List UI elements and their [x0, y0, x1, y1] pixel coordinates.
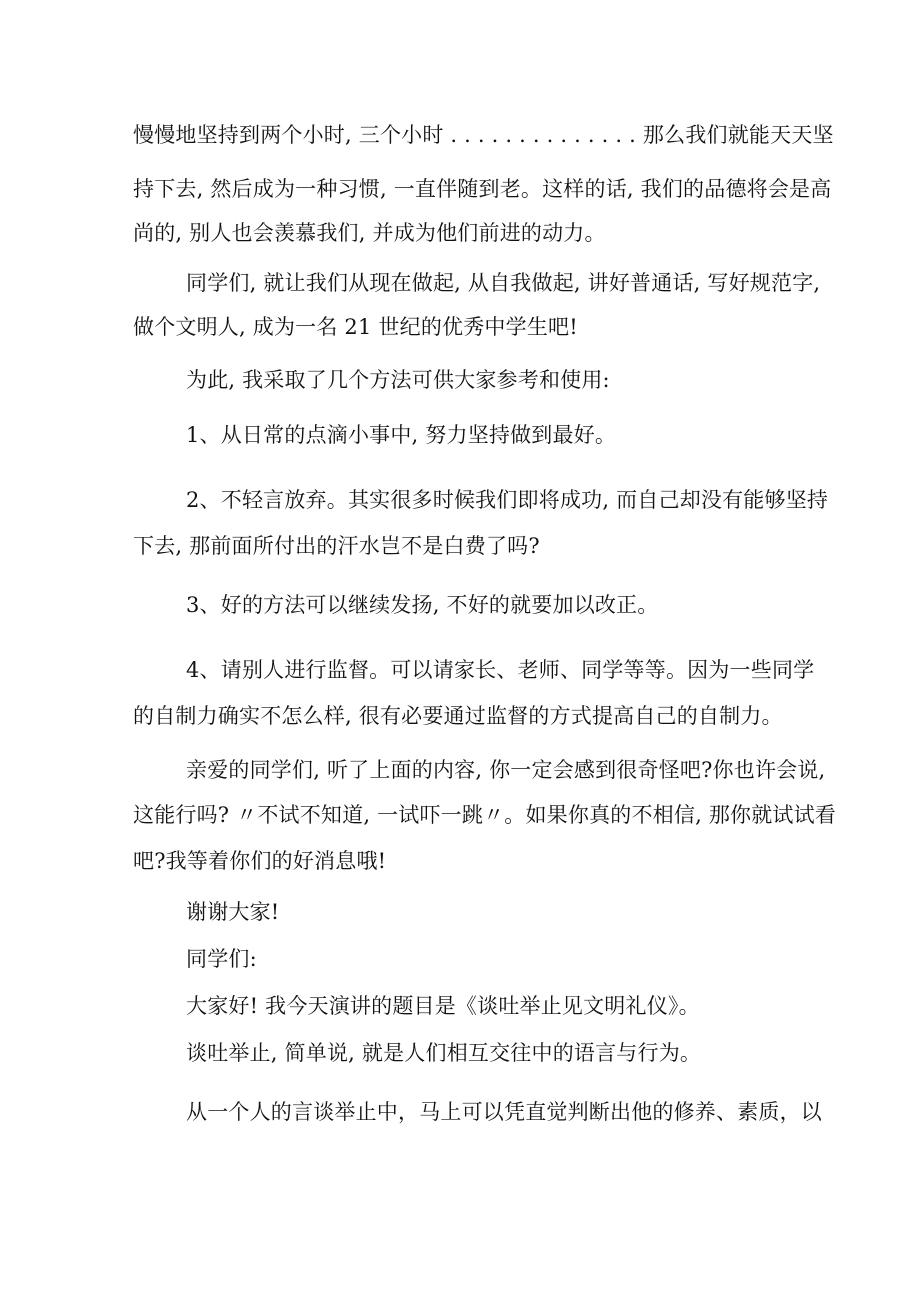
- text-line-1: 慢慢地坚持到两个小时, 三个小时 . . . . . . . . . . . . . . 那么我们就能天天坚: [133, 123, 834, 147]
- text-line-16: 谢谢大家!: [186, 900, 280, 924]
- text-line-15: 吧?我等着你们的好消息哦!: [133, 849, 387, 873]
- text-line-9: 下去, 那前面所付出的汗水岂不是白费了吗?: [133, 534, 540, 558]
- text-line-2: 持下去, 然后成为一种习惯, 一直伴随到老。这样的话, 我们的品德将会是高: [133, 177, 832, 201]
- text-line-11: 4、请别人进行监督。可以请家长、老师、同学等等。因为一些同学: [186, 658, 815, 682]
- text-line-6: 为此, 我采取了几个方法可供大家参考和使用:: [186, 368, 610, 392]
- text-line-7: 1、从日常的点滴小事中, 努力坚持做到最好。: [186, 423, 617, 447]
- text-line-3: 尚的, 别人也会羡慕我们, 并成为他们前进的动力。: [133, 221, 606, 245]
- text-line-12: 的自制力确实不怎么样, 很有必要通过监督的方式提高自己的自制力。: [133, 704, 783, 728]
- text-line-19: 谈吐举止, 简单说, 就是人们相互交往中的语言与行为。: [186, 1041, 702, 1065]
- text-line-13: 亲爱的同学们, 听了上面的内容, 你一定会感到很奇怪吧?你也许会说,: [186, 758, 826, 782]
- text-line-18: 大家好! 我今天演讲的题目是《谈吐举止见文明礼仪》。: [186, 994, 700, 1018]
- text-line-4: 同学们, 就让我们从现在做起, 从自我做起, 讲好普通话, 写好规范字,: [186, 271, 821, 295]
- text-line-17: 同学们:: [186, 947, 257, 971]
- text-line-5: 做个文明人, 成为一名 21 世纪的优秀中学生吧!: [133, 315, 578, 339]
- text-line-14: 这能行吗? 〃不试不知道, 一试吓一跳〃。如果你真的不相信, 那你就试试看: [133, 803, 837, 827]
- text-line-10: 3、好的方法可以继续发扬, 不好的就要加以改正。: [186, 593, 659, 617]
- text-line-20: 从一个人的言谈举止中，马上可以凭直觉判断出他的修养、素质，以: [186, 1100, 822, 1124]
- text-line-8: 2、不轻言放弃。其实很多时候我们即将成功, 而自己却没有能够坚持: [186, 488, 829, 512]
